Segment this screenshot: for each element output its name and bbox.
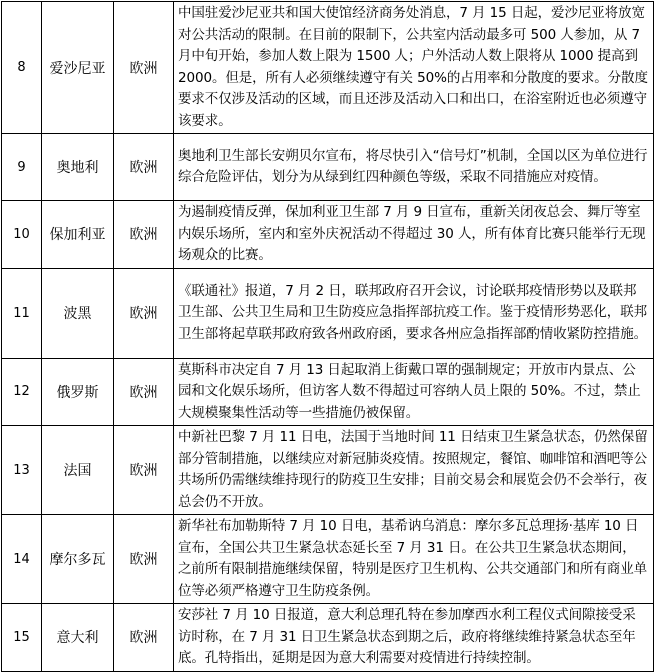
country-cell: 爱沙尼亚 bbox=[42, 2, 114, 134]
table-row bbox=[2, 426, 654, 515]
table-row bbox=[2, 134, 654, 201]
row-number: 8 bbox=[2, 2, 42, 134]
table-row bbox=[2, 2, 654, 134]
content-cell: 新华社布加勒斯特 7 月 10 日电，基希讷乌消息：摩尔多瓦总理扬·基库 10 日宣布，全国公共卫生紧急状态延长至 7 月 31 日。在公共卫生紧急状态期间，之前所有限制措施继续保留，特别是医疗卫生机构、公共交通部门和所有商业单位等必须严格遵守卫生防疫条例。 bbox=[174, 515, 654, 604]
region-cell: 欧洲 bbox=[114, 134, 174, 201]
region-cell: 欧洲 bbox=[114, 426, 174, 515]
content-cell: 中国驻爱沙尼亚共和国大使馆经济商务处消息，7 月 15 日起，爱沙尼亚将放宽对公共活动的限制。在目前的限制下，公共室内活动最多可 500 人参加，从 7 月中旬开始，参加人数上限为 1500 人；户外活动人数上限将从 1000 提高到 2000。但是，所有人必须继续遵守有关 50%的占用率和分散度的要求。分散度要求不仅涉及活动的区域，而且还涉及活动入口和出口，在浴室附近也必须遵守该要求。 bbox=[174, 2, 654, 134]
region-cell: 欧洲 bbox=[114, 604, 174, 672]
content-cell: 莫斯科市决定自 7 月 13 日起取消上街戴口罩的强制规定；开放市内景点、公园和文化娱乐场所，但访客人数不得超过可容纳人员上限的 50%。不过，禁止大规模聚集性活动等一些措施仍被保留。 bbox=[174, 358, 654, 426]
content-cell: 为遏制疫情反弹，保加利亚卫生部 7 月 9 日宣布，重新关闭夜总会、舞厅等室内娱乐场所，室内和室外庆祝活动不得超过 30 人，所有体育比赛只能举行无现场观众的比赛。 bbox=[174, 201, 654, 269]
country-cell: 奥地利 bbox=[42, 134, 114, 201]
table-row bbox=[2, 604, 654, 672]
table-row bbox=[2, 268, 654, 358]
region-cell: 欧洲 bbox=[114, 515, 174, 604]
country-cell: 法国 bbox=[42, 426, 114, 515]
row-number: 15 bbox=[2, 604, 42, 672]
row-number: 13 bbox=[2, 426, 42, 515]
country-cell: 波黑 bbox=[42, 268, 114, 358]
policy-table bbox=[1, 1, 654, 672]
table-row bbox=[2, 358, 654, 426]
region-cell: 欧洲 bbox=[114, 268, 174, 358]
country-cell: 意大利 bbox=[42, 604, 114, 672]
table-row bbox=[2, 515, 654, 604]
content-cell: 安莎社 7 月 10 日报道，意大利总理孔特在参加摩西水利工程仪式间隙接受采访时称，在 7 月 31 日卫生紧急状态到期之后，政府将继续维持紧急状态至年底。孔特指出，延期是因为意大利需要对疫情进行持续控制。 bbox=[174, 604, 654, 672]
region-cell: 欧洲 bbox=[114, 201, 174, 269]
content-cell: 《联通社》报道，7 月 2 日，联邦政府召开会议，讨论联邦疫情形势以及联邦卫生部、公共卫生局和卫生防疫应急指挥部抗疫工作。鉴于疫情形势恶化，联邦卫生部将起草联邦政府致各州政府函，要求各州应急指挥部酌情收紧防控措施。 bbox=[174, 268, 654, 358]
content-cell: 奥地利卫生部长安朔贝尔宣布，将尽快引入“信号灯”机制，全国以区为单位进行综合危险评估，划分为从绿到红四种颜色等级，采取不同措施应对疫情。 bbox=[174, 134, 654, 201]
row-number: 14 bbox=[2, 515, 42, 604]
content-cell: 中新社巴黎 7 月 11 日电，法国于当地时间 11 日结束卫生紧急状态，仍然保留部分管制措施，以继续应对新冠肺炎疫情。按照规定，餐馆、咖啡馆和酒吧等公共场所仍需继续维持现行的防疫卫生安排；目前交易会和展览会仍不会举行，夜总会仍不开放。 bbox=[174, 426, 654, 515]
region-cell: 欧洲 bbox=[114, 2, 174, 134]
row-number: 12 bbox=[2, 358, 42, 426]
row-number: 10 bbox=[2, 201, 42, 269]
row-number: 11 bbox=[2, 268, 42, 358]
country-cell: 保加利亚 bbox=[42, 201, 114, 269]
country-cell: 俄罗斯 bbox=[42, 358, 114, 426]
table-row bbox=[2, 201, 654, 269]
row-number: 9 bbox=[2, 134, 42, 201]
region-cell: 欧洲 bbox=[114, 358, 174, 426]
country-cell: 摩尔多瓦 bbox=[42, 515, 114, 604]
